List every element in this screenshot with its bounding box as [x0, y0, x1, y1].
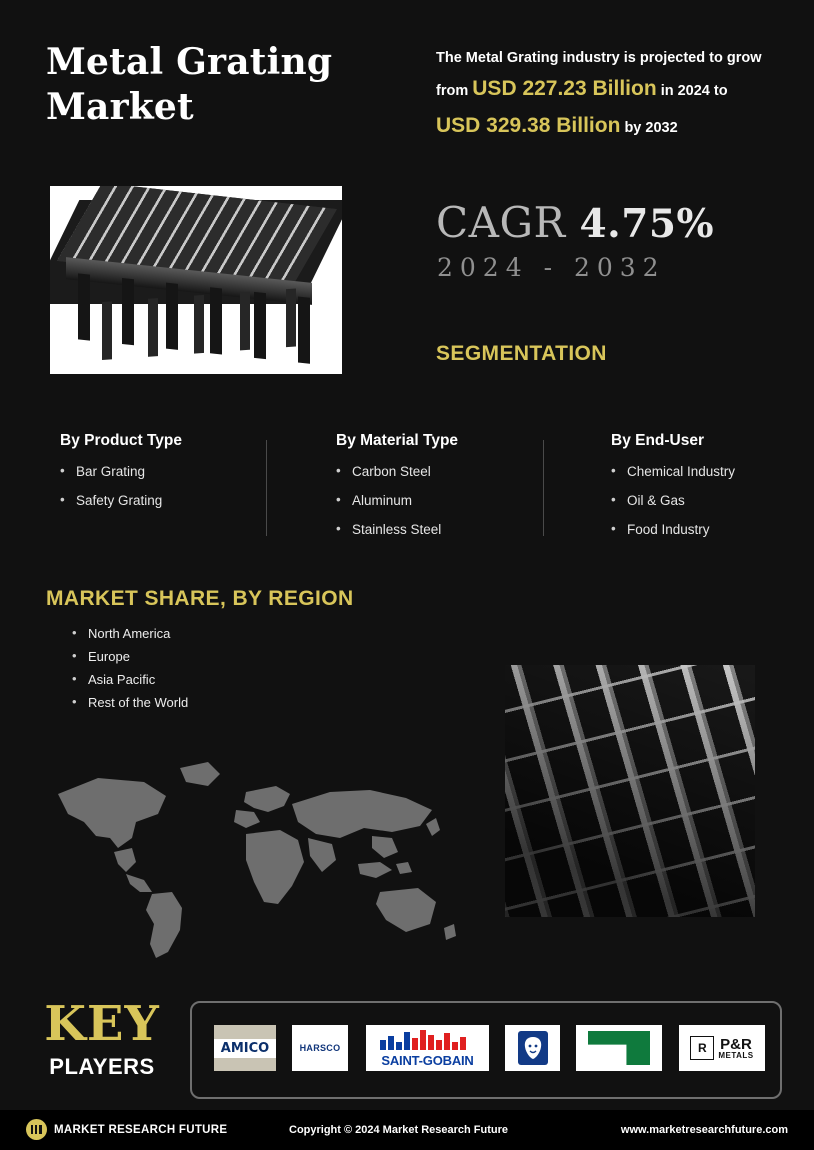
pr-metals-logo-text2: METALS [718, 1050, 754, 1060]
segmentation-heading: By Product Type [60, 432, 183, 449]
cagr-label: CAGR [436, 198, 566, 247]
growth-statement [436, 46, 766, 145]
segmentation-column-end-user [611, 432, 735, 551]
page-title: Metal Grating Market [46, 41, 333, 129]
segmentation-heading: By Material Type [336, 432, 459, 449]
world-map-graphic [40, 752, 460, 967]
saint-gobain-skyline-icon [378, 1028, 476, 1050]
saint-gobain-logo [366, 1025, 489, 1071]
saint-gobain-logo-text: SAINT-GOBAIN [381, 1053, 474, 1068]
region-section-title: MARKET SHARE, BY REGION [46, 587, 354, 610]
segmentation-title: SEGMENTATION [436, 342, 607, 365]
footer-copyright: Copyright © 2024 Market Research Future [289, 1124, 509, 1136]
amico-logo-text: AMICO [214, 1039, 276, 1058]
footer-brand-name: MARKET RESEARCH FUTURE [54, 1123, 228, 1136]
cagr-block [436, 198, 714, 247]
region-list [70, 626, 188, 718]
segmentation-column-product-type [60, 432, 182, 522]
cagr-years: 2024 - 2032 [437, 253, 666, 282]
segmentation-list [60, 464, 182, 508]
list-item: • North America [70, 626, 188, 641]
growth-mid-label: in 2024 to [660, 83, 728, 100]
list-item: • Safety Grating [60, 493, 182, 508]
list-item: • Aluminum [336, 493, 458, 508]
list-item: • Asia Pacific [70, 672, 188, 687]
segmentation-list [611, 464, 735, 537]
growth-suffix: by 2032 [624, 120, 678, 137]
cagr-value: 4.75% [579, 201, 715, 247]
lion-head-icon [518, 1031, 548, 1065]
pr-metals-mark-icon: R [690, 1036, 714, 1060]
green-chevron-icon [588, 1031, 650, 1065]
key-players-line2: PLAYERS [49, 1054, 155, 1079]
growth-from-label: from [436, 83, 469, 100]
segmentation-divider [543, 440, 544, 536]
lion-logo [505, 1025, 560, 1071]
segmentation-heading: By End-User [611, 432, 705, 449]
list-item: • Rest of the World [70, 695, 188, 710]
pr-metals-logo-text1: P&R [720, 1035, 752, 1053]
footer-website[interactable]: www.marketresearchfuture.com [620, 1124, 788, 1136]
metal-grating-photo-primary [50, 186, 342, 374]
green-mark-logo [576, 1025, 662, 1071]
metal-grating-photo-secondary [505, 665, 755, 917]
list-item: • Europe [70, 649, 188, 664]
list-item: • Chemical Industry [611, 464, 735, 479]
key-players-heading [32, 996, 172, 1080]
list-item: • Carbon Steel [336, 464, 458, 479]
footer-brand [26, 1119, 227, 1140]
list-item: • Oil & Gas [611, 493, 735, 508]
amico-logo [214, 1025, 276, 1071]
market-value-2032: USD 329.38 Billion [436, 114, 621, 138]
list-item: • Bar Grating [60, 464, 182, 479]
market-value-2024: USD 227.23 Billion [472, 77, 657, 101]
pr-metals-logo [679, 1025, 765, 1071]
segmentation-list [336, 464, 458, 537]
footer [0, 1110, 814, 1150]
list-item: • Stainless Steel [336, 522, 458, 537]
segmentation-divider [266, 440, 267, 536]
harsco-logo [292, 1025, 348, 1071]
harsco-logo-text: HARSCO [299, 1043, 341, 1053]
segmentation-column-material-type [336, 432, 458, 551]
list-item: • Food Industry [611, 522, 735, 537]
growth-prefix: The Metal Grating industry is projected to grow [436, 50, 762, 66]
key-players-line1: KEY [44, 996, 160, 1052]
mrfr-logo-icon [26, 1119, 47, 1140]
